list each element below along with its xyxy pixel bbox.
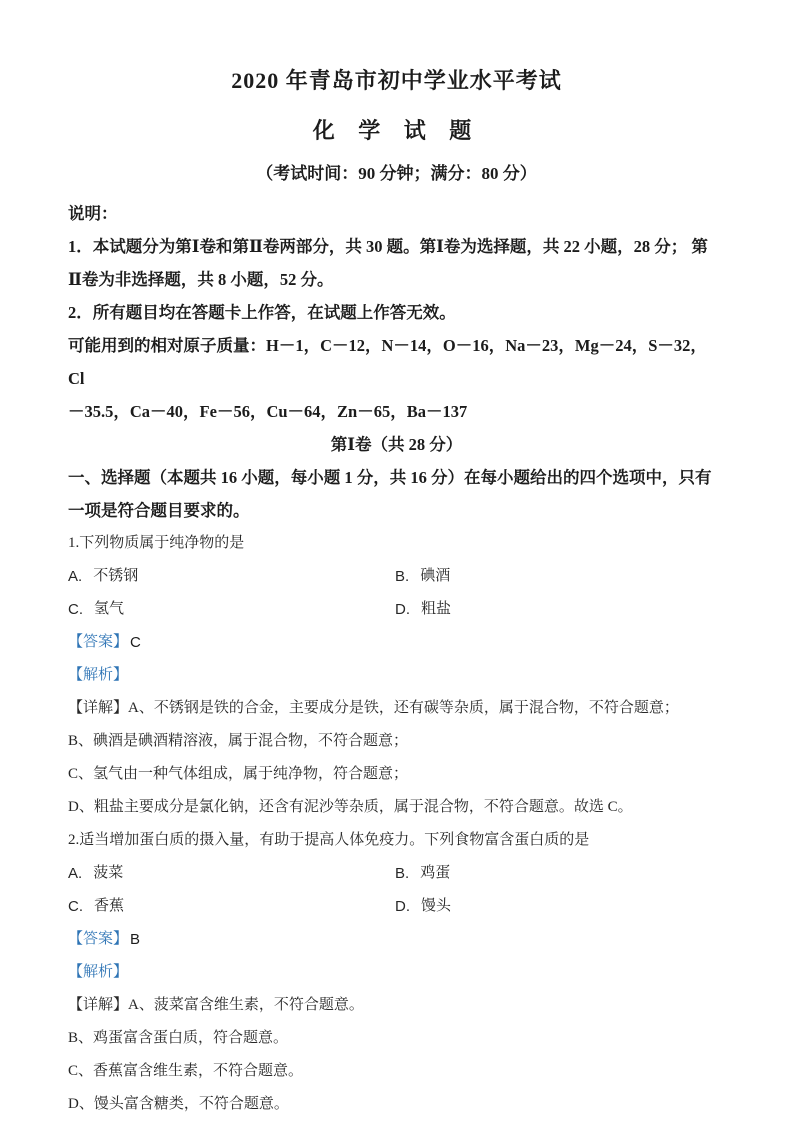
exam-info: （考试时间：90 分钟；满分：80 分） (256, 164, 537, 183)
question1-detail-d: D、粗盐主要成分是氯化钠，还含有泥沙等杂质，属于混合物，不符合题意。故选 C。 (68, 799, 633, 815)
option-label: A. (68, 865, 83, 882)
document-title: 2020 年青岛市初中学业水平考试 (231, 68, 562, 93)
analysis-label: 【解析】 (68, 667, 129, 683)
instructions-heading: 说明： (68, 204, 118, 223)
question1-options-row2 (68, 593, 725, 626)
option-text: 粗盐 (421, 601, 452, 617)
question2-option-b (395, 857, 450, 890)
question2-detail-b: B、鸡蛋富含蛋白质，符合题意。 (68, 1030, 289, 1046)
option-text: 不锈钢 (93, 568, 139, 584)
question2-detail-a: 【详解】A、菠菜富含维生素，不符合题意。 (68, 997, 364, 1013)
question2-answer-line (68, 923, 725, 956)
question1-answer-line (68, 626, 725, 659)
question1-detail-b: B、碘酒是碘酒精溶液，属于混合物，不符合题意； (68, 733, 409, 749)
question2-option-a (68, 857, 395, 890)
option-text: 鸡蛋 (420, 865, 451, 881)
question2-options-row1 (68, 857, 725, 890)
question1-option-a (68, 560, 395, 593)
option-label: D. (395, 601, 410, 618)
atomic-masses-line2: －35.5，Ca－40，Fe－56，Cu－64，Zn－65，Ba－137 (68, 402, 468, 421)
question2-answer-letter: B (130, 931, 141, 948)
option-label: C. (68, 898, 83, 915)
instruction-item1-line1: 1．本试题分为第Ⅰ卷和第Ⅱ卷两部分，共 30 题。第Ⅰ卷为选择题，共 22 小题，28 分； 第 (68, 237, 708, 256)
option-label: B. (395, 568, 410, 585)
question2-stem: 2.适当增加蛋白质的摄入量，有助于提高人体免疫力。下列食物富含蛋白质的是 (68, 832, 590, 848)
instruction-item2: 2．所有题目均在答题卡上作答，在试题上作答无效。 (68, 303, 456, 322)
question1-detail-a: 【详解】A、不锈钢是铁的合金，主要成分是铁，还有碳等杂质，属于混合物，不符合题意； (68, 700, 679, 716)
subject-title: 化 学 试 题 (312, 118, 481, 143)
question1-answer-letter: C (130, 634, 141, 651)
question1-analysis-line (68, 659, 725, 692)
instruction-item1-line2: Ⅱ卷为非选择题，共 8 小题，52 分。 (68, 270, 334, 289)
option-text: 馒头 (421, 898, 452, 914)
question1-stem: 1.下列物质属于纯净物的是 (68, 535, 245, 551)
question1-options-row1 (68, 560, 725, 593)
option-text: 菠菜 (93, 865, 124, 881)
question1-detail-c: C、氢气由一种气体组成，属于纯净物，符合题意； (68, 766, 409, 782)
option-text: 香蕉 (94, 898, 125, 914)
atomic-masses-line1: 可能用到的相对原子质量：H－1，C－12，N－14，O－16，Na－23，Mg－24，S－32， Cl (68, 336, 707, 388)
question2-option-c (68, 890, 395, 923)
option-text: 氢气 (94, 601, 125, 617)
question2-option-d (395, 890, 451, 923)
section1-heading: 第Ⅰ卷（共 28 分） (330, 435, 463, 454)
option-label: B. (395, 865, 410, 882)
option-label: D. (395, 898, 410, 915)
option-label: C. (68, 601, 83, 618)
question2-detail-c: C、香蕉富含维生素，不符合题意。 (68, 1063, 304, 1079)
section1-intro-line1: 一、选择题（本题共 16 小题，每小题 1 分，共 16 分）在每小题给出的四个选项中，只有 (68, 468, 712, 487)
question2-analysis-line (68, 956, 725, 989)
section1-intro-line2: 一项是符合题目要求的。 (68, 501, 250, 520)
question1-option-b (395, 560, 450, 593)
answer-label: 【答案】 (68, 634, 129, 650)
question1-option-d (395, 593, 451, 626)
answer-label: 【答案】 (68, 931, 129, 947)
question2-detail-d: D、馒头富含糖类，不符合题意。 (68, 1096, 289, 1112)
question1-option-c (68, 593, 395, 626)
option-text: 碘酒 (420, 568, 451, 584)
option-label: A. (68, 568, 83, 585)
analysis-label: 【解析】 (68, 964, 129, 980)
question2-options-row2 (68, 890, 725, 923)
